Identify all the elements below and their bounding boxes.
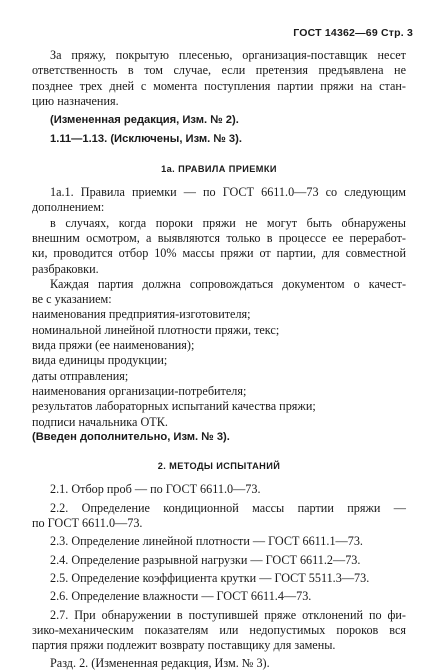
list-item: наименования организации-потребителя; xyxy=(32,383,247,398)
clause-2-5: 2.5. Определение коэффициента крутки — ГОСТ 5511.3—73. xyxy=(50,570,370,585)
clause-2-4: 2.4. Определение разрывной нагрузки — ГОСТ 6611.2—73. xyxy=(50,552,361,567)
clause-2-1: 2.1. Отбор проб — по ГОСТ 6611.0—73. xyxy=(50,482,261,497)
defects-paragraph-line-4: разбраковки. xyxy=(32,261,99,276)
list-item: вида пряжи (ее наименования); xyxy=(32,338,195,353)
paragraph-mold-line-3: позднее трех дней с момента поступления партии пряжи на стан- xyxy=(32,78,406,93)
clause-2-7-line-1: 2.7. При обнаружении в поступившей пряже отклонений по фи- xyxy=(50,607,406,622)
defects-paragraph-line-3: ки, проводится отбор 10% массы пряжи от партии, для совместной xyxy=(32,246,406,261)
batch-doc-line-1: Каждая партия должна сопровождаться документом о качест- xyxy=(50,276,406,291)
clause-2-7-line-3: партия пряжи подлежит возврату поставщику для замены. xyxy=(32,638,336,653)
paragraph-mold-line-4: цию назначения. xyxy=(32,93,119,108)
section-2-amendment: Разд. 2. (Измененная редакция, Изм. № 3). xyxy=(50,656,270,671)
defects-paragraph-line-2: внешним осмотром, а выявляются только в процессе ее переработ- xyxy=(32,230,406,245)
amendment-note-2: (Измененная редакция, Изм. № 2). xyxy=(50,114,239,127)
page-header: ГОСТ 14362—69 Стр. 3 xyxy=(293,27,413,39)
section-heading-1a: 1а. ПРАВИЛА ПРИЕМКИ xyxy=(161,163,277,174)
clause-2-3: 2.3. Определение линейной плотности — ГОСТ 6611.1—73. xyxy=(50,534,363,549)
batch-doc-line-2: ве с указанием: xyxy=(32,292,112,307)
list-item: результатов лабораторных испытаний качества пряжи; xyxy=(32,399,316,414)
page-content xyxy=(32,48,406,672)
clause-1a1-line-2: дополнением: xyxy=(32,200,105,215)
paragraph-mold-line-2: ответственность в том случае, если претензия предъявлена не xyxy=(32,63,406,78)
list-item: наименования предприятия-изготовителя; xyxy=(32,307,251,322)
defects-paragraph-line-1: в случаях, когда пороки пряжи не могут быть обнаружены xyxy=(50,215,406,230)
clause-2-6: 2.6. Определение влажности — ГОСТ 6611.4—73. xyxy=(50,589,312,604)
list-item: подписи начальника ОТК. xyxy=(32,414,168,429)
amendment-note-3: (Введен дополнительно, Изм. № 3). xyxy=(32,430,230,443)
list-item: даты отправления; xyxy=(32,368,129,383)
clause-2-2-line-2: по ГОСТ 6611.0—73. xyxy=(32,516,143,531)
clause-1-11-1-13: 1.11—1.13. (Исключены, Изм. № 3). xyxy=(50,133,242,146)
paragraph-mold-line-1: За пряжу, покрытую плесенью, организация-поставщик несет xyxy=(50,48,406,62)
clause-2-2-line-1: 2.2. Определение кондиционной массы партии пряжи — xyxy=(50,500,406,515)
clause-2-7-line-2: зико-механическим показателям или недопустимых пороков вся xyxy=(32,622,406,637)
list-item: номинальной линейной плотности пряжи, текс; xyxy=(32,322,280,337)
clause-1a1-line-1: 1а.1. Правила приемки — по ГОСТ 6611.0—73 со следующим xyxy=(50,185,406,200)
section-heading-2: 2. МЕТОДЫ ИСПЫТАНИЙ xyxy=(157,461,281,472)
list-item: вида единицы продукции; xyxy=(32,353,168,368)
